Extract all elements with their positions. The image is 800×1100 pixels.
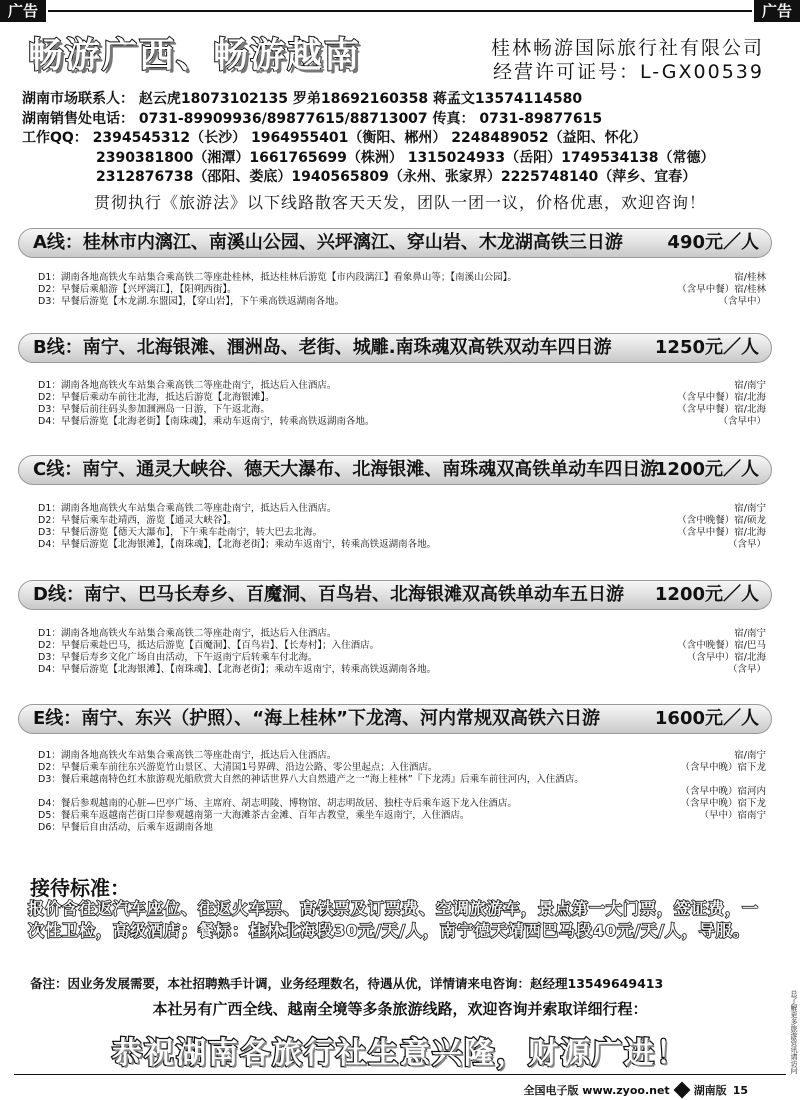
itinerary-day	[38, 810, 766, 822]
side-vertical-text: 总了解更多旅游资讯请访问	[790, 990, 798, 1074]
itinerary-day	[38, 786, 766, 798]
itinerary-day	[38, 272, 766, 284]
day-text: D3：早餐后寿乡文化广场自由活动，下午返南宁后转乘车付北海。	[38, 652, 318, 663]
route-c-itinerary	[38, 503, 766, 551]
day-stay: （含早中）	[718, 296, 766, 307]
day-text: D3：早餐后游览【木龙湖.东盟园】，【穿山岩】，下午乘高铁返湖南各地。	[38, 296, 345, 307]
itinerary-day	[38, 822, 766, 834]
standard-title: 接待标准：	[30, 876, 130, 900]
day-stay: （含早中餐）宿/北海	[677, 527, 766, 538]
route-d-banner	[18, 580, 772, 610]
itinerary-day	[38, 284, 766, 296]
day-text: D2：早餐后乘车前往东兴游览竹山景区、大清国1号界碑、沿边公路、零公里起点；入住酒店。	[38, 762, 438, 773]
contact-block	[22, 90, 782, 188]
itinerary-day	[38, 652, 766, 664]
footer-page: 15	[732, 1083, 748, 1097]
day-stay: 宿/南宁	[734, 380, 766, 391]
itinerary-day	[38, 640, 766, 652]
itinerary-day	[38, 762, 766, 774]
day-text: D5：餐后乘车返越南芒街口岸参观越南第一大海滩茶古金滩、百年古教堂，乘坐车返南宁，入住酒店。	[38, 810, 470, 821]
route-a-banner	[18, 228, 772, 258]
diamond-icon	[673, 1082, 690, 1099]
route-price: 1200元／人	[654, 584, 759, 605]
itinerary-day	[38, 380, 766, 392]
route-d-itinerary	[38, 628, 766, 676]
standard-body: 报价含往返汽车座位、往返火车票、高铁票及订票费、空调旅游车，景点第一大门票，签证费，一次性卫检，高级酒店；餐标：桂林北海段30元/天/人，南宁德天靖西巴马段40元/天/人，导服。	[28, 899, 760, 940]
day-text: D1：湖南各地高铁火车站集合乘高铁二等座赴南宁，抵达后入住酒店。	[38, 750, 337, 761]
company-info	[491, 36, 764, 84]
route-title: C线：南宁、通灵大峡谷、德天大瀑布、北海银滩、南珠魂双高铁单动车四日游	[33, 459, 659, 480]
day-text: D1：湖南各地高铁火车站集合乘高铁二等座赴桂林，抵达桂林后游览【市内段漓江】看象鼻山等；【南溪山公园】。	[38, 272, 517, 283]
itinerary-day	[38, 503, 766, 515]
day-text: D3：早餐后前往码头参加涠洲岛一日游，下午返北海。	[38, 404, 270, 415]
route-price: 1200元／人	[654, 459, 759, 480]
route-price: 490元／人	[667, 232, 759, 253]
contact-qq-more: 2390381800（湘潭）1661765699（株洲） 1315024933（岳阳）1749534138（常德）	[96, 149, 715, 166]
day-text: D4：早餐后游览【北海银滩】、【南珠魂】、【北海老街】；乘动车返南宁，转乘高铁返湖南各地。	[38, 664, 437, 675]
itinerary-day	[38, 515, 766, 527]
day-text: D2：早餐后乘赴巴马，抵达后游览【百魔洞】、【百鸟岩】、【长寿村】；入住酒店。	[38, 640, 380, 651]
slogan: 贯彻执行《旅游法》以下线路散客天天发，团队一团一议，价格优惠，欢迎咨询！	[93, 193, 706, 212]
route-title: E线：南宁、东兴（护照）、“海上桂林”下龙湾、河内常规双高铁六日游	[33, 708, 600, 729]
day-stay: （含早）	[727, 539, 766, 550]
day-stay: 宿/南宁	[734, 503, 766, 514]
headline-text: 畅游广西、畅游越南	[28, 36, 362, 76]
day-text: D2：早餐后乘船游【兴坪漓江】，【阳朔西街】。	[38, 284, 237, 295]
day-text: D4：早餐后游览【北海银滩】，【南珠魂】，【北海老街】；乘动车返南宁，转乘高铁返湖南各地。	[38, 539, 437, 550]
day-stay: （含早中晚）宿下龙	[680, 798, 766, 809]
contact-phone: 湖南销售处电话： 0731-89909936/89877615/88713007 传真： 0731-89877615	[22, 110, 603, 127]
route-title: D线：南宁、巴马长寿乡、百魔洞、百鸟岩、北海银滩双高铁单动车五日游	[33, 584, 624, 605]
itinerary-day	[38, 539, 766, 551]
day-stay: （含中晚餐）宿/巴马	[677, 640, 766, 651]
contact-qq-more: 2312876738（邵阳、娄底）1940565809（永州、张家界）2225748140（萍乡、宜春）	[96, 169, 697, 185]
day-text: D4：餐后参观越南的心脏—巴亭广场、主席府、胡志明陵、博物馆、胡志明故居、独柱寺后乘车返下龙入住酒店。	[38, 798, 517, 809]
day-stay: 宿/南宁	[734, 750, 766, 761]
day-text: D2：早餐后乘动车前往北海，抵达后游览【北海银滩】。	[38, 392, 275, 403]
day-text: D3：餐后乘越南特色红木旅游观光船欣赏大自然的神话世界八大自然遗产之一“海上桂林”『下龙湾』后乘车前往河内，入住酒店。	[38, 774, 584, 785]
route-price: 1600元／人	[654, 708, 759, 729]
contact-qq: 工作QQ： 2394545312（长沙） 1964955401（衡阳、郴州） 2248489052（益阳、怀化）	[22, 130, 647, 146]
footer-edition: 湖南版	[693, 1084, 727, 1097]
itinerary-day	[38, 392, 766, 404]
day-stay: （含早中餐）宿/北海	[677, 404, 766, 415]
route-c-banner	[18, 455, 772, 485]
itinerary-day	[38, 750, 766, 762]
day-text: D1：湖南各地高铁火车站集合乘高铁二等座赴南宁，抵达后入住酒店。	[38, 628, 337, 639]
route-title: A线：桂林市内漓江、南溪山公园、兴坪漓江、穿山岩、木龙湖高铁三日游	[33, 232, 623, 253]
itinerary-day	[38, 628, 766, 640]
day-stay: 宿/桂林	[734, 272, 766, 283]
route-b-itinerary	[38, 380, 766, 428]
day-stay: （含中晚餐）宿/硕龙	[677, 515, 766, 526]
day-stay: （含早中）宿/北海	[686, 652, 766, 663]
day-stay: （含早中餐）宿/北海	[677, 392, 766, 403]
itinerary-day	[38, 527, 766, 539]
route-e-banner	[18, 704, 772, 734]
company-license: 经营许可证号：L-GX00539	[493, 61, 764, 83]
itinerary-day	[38, 416, 766, 428]
day-stay: （含早）	[727, 664, 766, 675]
itinerary-day	[38, 798, 766, 810]
itinerary-day	[38, 774, 766, 786]
bottom-divider	[14, 1074, 786, 1075]
itinerary-day	[38, 664, 766, 676]
day-stay: （含早中）	[718, 416, 766, 427]
day-text: D1：湖南各地高铁火车站集合乘高铁二等座赴南宁，抵达后入住酒店。	[38, 503, 337, 514]
day-text: D6：早餐后自由活动，后乘车返湖南各地	[38, 822, 213, 833]
route-a-itinerary	[38, 272, 766, 308]
day-text: D2：早餐后乘车赴靖西，游览【通灵大峡谷】。	[38, 515, 237, 526]
recruit-note: 备注：因业务发展需要，本社招聘熟手计调，业务经理数名，待遇从优，详情请来电咨询：赵经理13549649413	[30, 976, 664, 991]
footer-site: 全国电子版 www.zyoo.net	[523, 1084, 670, 1097]
company-name: 桂林畅游国际旅行社有限公司	[490, 37, 764, 59]
day-text: D3：早餐后游览【德天大瀑布】，下午乘车赴南宁，转大巴去北海。	[38, 527, 323, 538]
congrats-banner: 恭祝湖南各旅行社生意兴隆，财源广进！	[112, 1036, 688, 1071]
route-b-banner	[18, 333, 772, 363]
more-routes: 本社另有广西全线、越南全境等多条旅游线路，欢迎咨询并索取详细行程：	[152, 1000, 648, 1018]
headline-logo	[28, 34, 388, 78]
ad-label-right: 广告	[754, 0, 800, 22]
day-text: D4：早餐后游览【北海老街】【南珠魂】，乘动车返南宁，转乘高铁返湖南各地。	[38, 416, 375, 427]
route-e-itinerary	[38, 750, 766, 834]
day-stay: 宿/南宁	[734, 628, 766, 639]
route-title: B线：南宁、北海银滩、涠洲岛、老街、城雕.南珠魂双高铁双动车四日游	[33, 337, 612, 358]
contact-people: 湖南市场联系人： 赵云虎18073102135 罗弟18692160358 蒋孟文13574114580	[22, 91, 583, 107]
day-stay: （含早中晚）宿下龙	[680, 762, 766, 773]
top-divider	[48, 10, 752, 12]
day-stay: （含早中餐）宿/桂林	[677, 284, 766, 295]
day-stay: （含早中晚）宿河内	[680, 786, 766, 797]
route-price: 1250元／人	[654, 337, 759, 358]
itinerary-day	[38, 404, 766, 416]
day-text: D1：湖南各地高铁火车站集合乘高铁二等座赴南宁，抵达后入住酒店。	[38, 380, 337, 391]
footer	[523, 1082, 748, 1098]
day-stay: （早中）宿南宁	[699, 810, 766, 821]
itinerary-day	[38, 296, 766, 308]
ad-label-left: 广告	[0, 0, 46, 22]
